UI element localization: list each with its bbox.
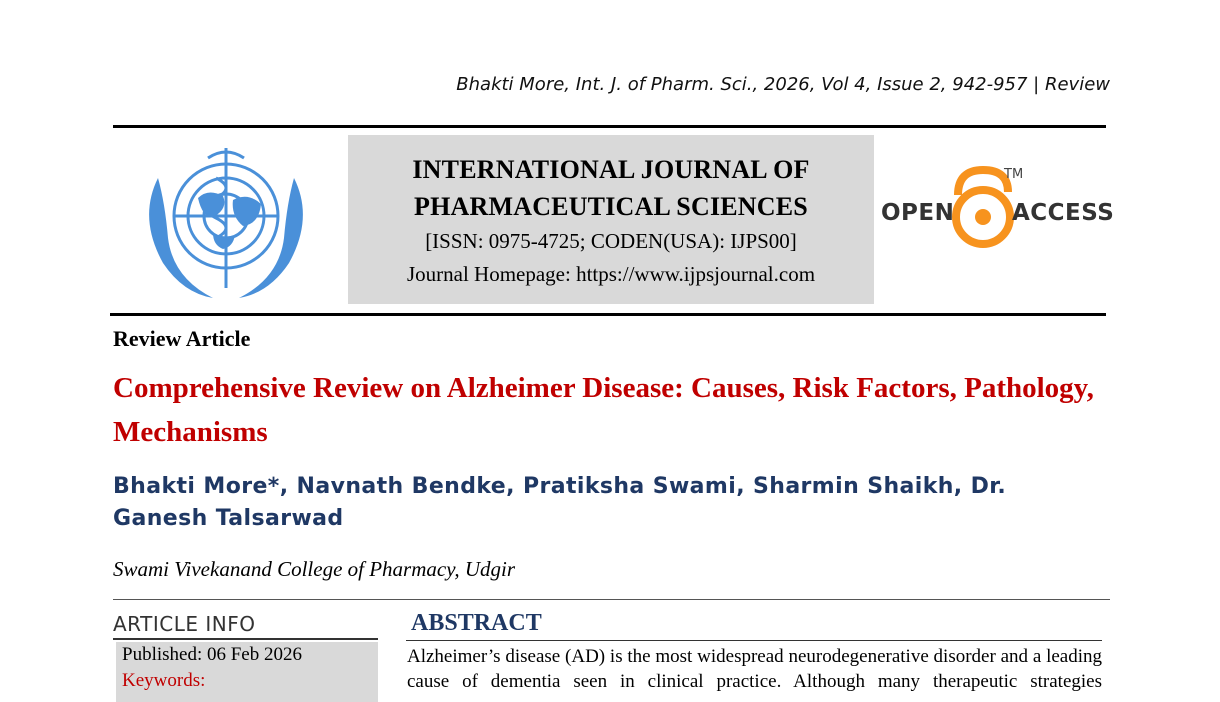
running-header: Bhakti More, Int. J. of Pharm. Sci., 2026, Vol 4, Issue 2, 942-957 | Review — [456, 74, 1110, 95]
affiliation-rule — [113, 599, 1110, 600]
journal-masthead — [348, 135, 874, 304]
journal-title-line2: PHARMACEUTICAL SCIENCES — [414, 192, 808, 221]
published-date: Published: 06 Feb 2026 — [122, 644, 302, 665]
open-access-access-text: ACCESS — [1012, 200, 1115, 226]
author-list: Bhakti More*, Navnath Bendke, Pratiksha Swami, Sharmin Shaikh, Dr. Ganesh Talsarwad — [113, 474, 1007, 531]
article-type: Review Article — [113, 326, 251, 351]
open-access-open-text: OPEN — [881, 200, 955, 226]
un-emblem-logo — [128, 138, 324, 308]
abstract-heading: ABSTRACT — [411, 610, 542, 636]
article-title: Comprehensive Review on Alzheimer Disease: Causes, Risk Factors, Pathology, Mechanisms — [113, 372, 1094, 448]
journal-homepage[interactable]: Journal Homepage: https://www.ijpsjournal.com — [406, 262, 816, 286]
affiliation: Swami Vivekanand College of Pharmacy, Udgir — [113, 557, 516, 581]
trademark-symbol: TM — [1004, 167, 1024, 182]
issn-line: [ISSN: 0975-4725; CODEN(USA): IJPS00] — [425, 229, 797, 253]
keywords-label: Keywords: — [122, 670, 206, 691]
header-bottom-rule — [110, 313, 1106, 316]
article-info-rule — [113, 638, 378, 640]
article-info-heading: ARTICLE INFO — [113, 612, 256, 636]
abstract-text: Alzheimer’s disease (AD) is the most widespread neurodegenerative disorder and a leading cause of dementia seen in clinical practice. Although many therapeutic strategies — [407, 646, 1102, 692]
abstract-rule — [406, 640, 1102, 641]
header-top-rule — [113, 125, 1106, 128]
journal-title — [348, 151, 874, 225]
journal-title-line1: INTERNATIONAL JOURNAL OF — [412, 155, 810, 184]
